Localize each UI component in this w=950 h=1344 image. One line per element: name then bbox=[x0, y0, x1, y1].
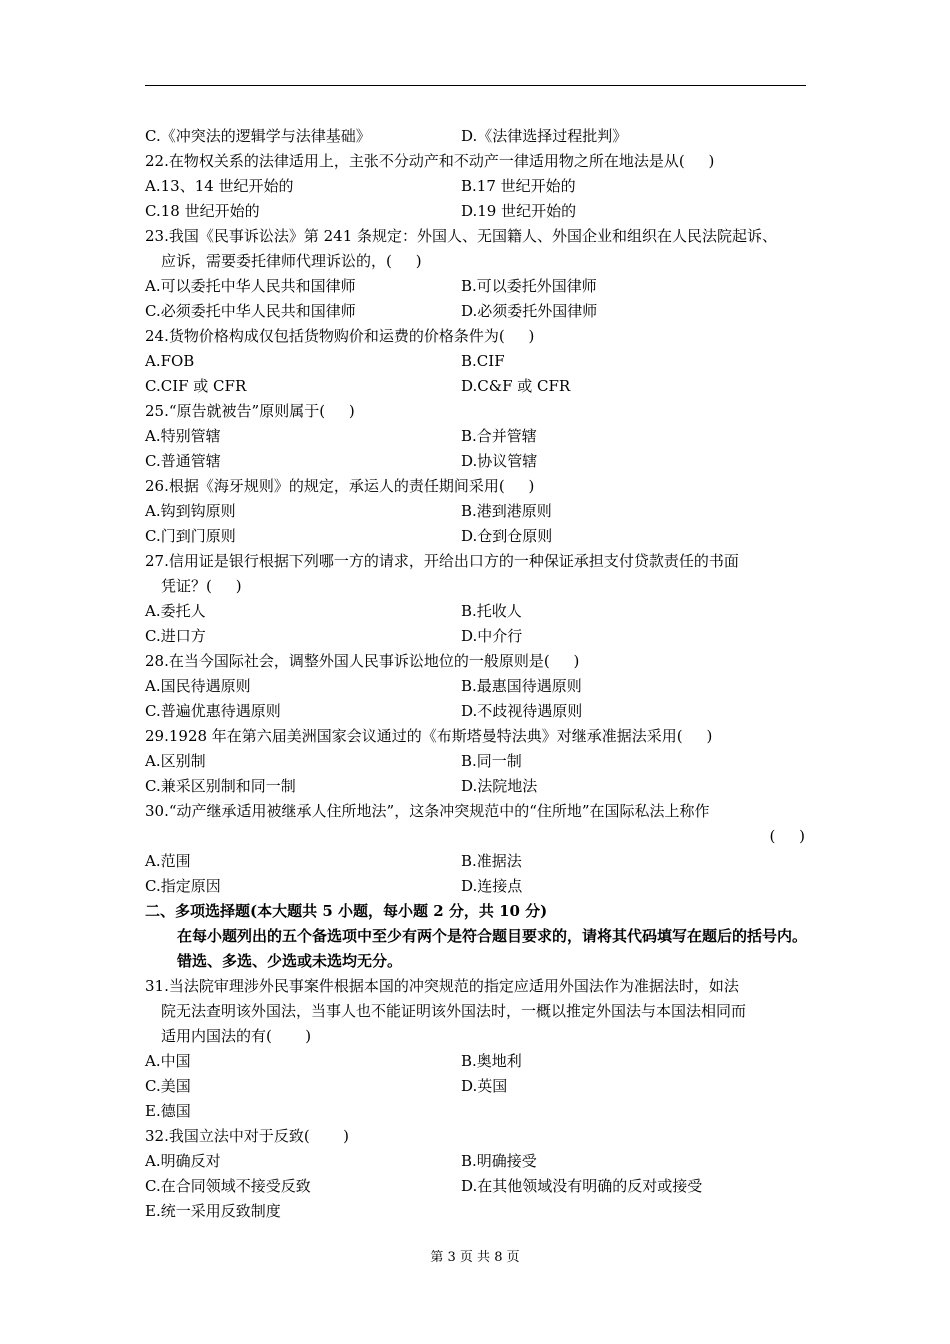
question-22 bbox=[145, 149, 807, 224]
answer-parentheses: ( ) bbox=[769, 827, 805, 845]
question-29 bbox=[145, 724, 807, 799]
option-c: C.在合同领域不接受反致 bbox=[145, 1177, 311, 1195]
option-d: D.必须委托外国律师 bbox=[461, 302, 598, 320]
question-31 bbox=[145, 974, 807, 1124]
option-a: A.中国 bbox=[145, 1052, 191, 1070]
option-d: D.连接点 bbox=[461, 877, 523, 895]
question-stem: 25.“原告就被告”原则属于( ) bbox=[145, 402, 355, 420]
options-row bbox=[145, 524, 807, 549]
option-d: D.《法律选择过程批判》 bbox=[461, 127, 628, 145]
option-b: B.可以委托外国律师 bbox=[461, 277, 597, 295]
option-d: D.中介行 bbox=[461, 627, 523, 645]
question-30 bbox=[145, 799, 807, 899]
option-a: A.委托人 bbox=[145, 602, 206, 620]
option-b: B.CIF bbox=[461, 352, 505, 370]
options-row bbox=[145, 1049, 807, 1074]
question-stem: 29.1928 年在第六届美洲国家会议通过的《布斯塔曼特法典》对继承准据法采用( ) bbox=[145, 727, 713, 745]
option-c: C.必须委托中华人民共和国律师 bbox=[145, 302, 356, 320]
option-d: D.英国 bbox=[461, 1077, 508, 1095]
options-row bbox=[145, 849, 807, 874]
question-stem: 27.信用证是银行根据下列哪一方的请求，开给出口方的一种保证承担支付贷款责任的书面 bbox=[145, 552, 739, 570]
option-c: C.《冲突法的逻辑学与法律基础》 bbox=[145, 127, 371, 145]
options-row bbox=[145, 749, 807, 774]
question-26 bbox=[145, 474, 807, 549]
question-stem: 31.当法院审理涉外民事案件根据本国的冲突规范的指定应适用外国法作为准据法时，如法 bbox=[145, 977, 739, 995]
header-rule bbox=[145, 85, 806, 86]
options-row bbox=[145, 174, 807, 199]
option-a: A.国民待遇原则 bbox=[145, 677, 251, 695]
option-d: D.19 世纪开始的 bbox=[461, 202, 577, 220]
question-32 bbox=[145, 1124, 807, 1224]
option-b: B.奥地利 bbox=[461, 1052, 522, 1070]
question-27 bbox=[145, 549, 807, 649]
option-b: B.港到港原则 bbox=[461, 502, 552, 520]
question-stem: 26.根据《海牙规则》的规定，承运人的责任期间采用( ) bbox=[145, 477, 535, 495]
options-row bbox=[145, 1174, 807, 1199]
option-e: E.德国 bbox=[145, 1102, 191, 1120]
question-stem-continued: 应诉，需要委托律师代理诉讼的，( ) bbox=[161, 252, 422, 270]
option-d: D.不歧视待遇原则 bbox=[461, 702, 583, 720]
question-stem: 28.在当今国际社会，调整外国人民事诉讼地位的一般原则是( ) bbox=[145, 652, 580, 670]
option-c: C.普遍优惠待遇原则 bbox=[145, 702, 281, 720]
options-row bbox=[145, 424, 807, 449]
option-c: C.普通管辖 bbox=[145, 452, 221, 470]
option-a: A.13、14 世纪开始的 bbox=[145, 177, 294, 195]
q21-options-tail bbox=[145, 124, 807, 149]
options-row bbox=[145, 699, 807, 724]
option-b: B.准据法 bbox=[461, 852, 522, 870]
option-d: D.在其他领域没有明确的反对或接受 bbox=[461, 1177, 703, 1195]
page-number: 第 3 页 共 8 页 bbox=[430, 1250, 520, 1265]
option-b: B.托收人 bbox=[461, 602, 522, 620]
options-row bbox=[145, 499, 807, 524]
option-c: C.美国 bbox=[145, 1077, 191, 1095]
option-c: C.进口方 bbox=[145, 627, 206, 645]
option-b: B.同一制 bbox=[461, 752, 522, 770]
option-a: A.明确反对 bbox=[145, 1152, 221, 1170]
option-a: A.范围 bbox=[145, 852, 191, 870]
option-e: E.统一采用反致制度 bbox=[145, 1202, 281, 1220]
options-row bbox=[145, 299, 807, 324]
options-row bbox=[145, 199, 807, 224]
options-row bbox=[145, 374, 807, 399]
question-stem-continued: 院无法查明该外国法，当事人也不能证明该外国法时，一概以推定外国法与本国法相同而 bbox=[161, 1002, 747, 1020]
question-23 bbox=[145, 224, 807, 324]
options-row bbox=[145, 774, 807, 799]
question-stem-continued: 适用内国法的有( ) bbox=[161, 1027, 312, 1045]
question-stem: 23.我国《民事诉讼法》第 241 条规定：外国人、无国籍人、外国企业和组织在人民法院起诉、 bbox=[145, 227, 778, 245]
options-row bbox=[145, 449, 807, 474]
question-24 bbox=[145, 324, 807, 399]
option-a: A.特别管辖 bbox=[145, 427, 221, 445]
option-b: B.17 世纪开始的 bbox=[461, 177, 576, 195]
question-stem: 30.“动产继承适用被继承人住所地法”，这条冲突规范中的“住所地”在国际私法上称作 bbox=[145, 802, 710, 820]
section-heading: 二、多项选择题(本大题共 5 小题，每小题 2 分，共 10 分) bbox=[145, 902, 548, 920]
option-a: A.FOB bbox=[145, 352, 195, 370]
option-b: B.合并管辖 bbox=[461, 427, 537, 445]
option-c: C.指定原因 bbox=[145, 877, 221, 895]
option-c: C.兼采区别制和同一制 bbox=[145, 777, 296, 795]
question-stem-continued: 凭证？( ) bbox=[161, 577, 242, 595]
option-c: C.18 世纪开始的 bbox=[145, 202, 260, 220]
exam-page-content bbox=[145, 124, 807, 1224]
question-stem: 24.货物价格构成仅包括货物购价和运费的价格条件为( ) bbox=[145, 327, 535, 345]
options-row bbox=[145, 674, 807, 699]
question-28 bbox=[145, 649, 807, 724]
option-a: A.区别制 bbox=[145, 752, 206, 770]
option-b: B.明确接受 bbox=[461, 1152, 537, 1170]
option-d: D.协议管辖 bbox=[461, 452, 538, 470]
option-d: D.仓到仓原则 bbox=[461, 527, 553, 545]
options-row bbox=[145, 349, 807, 374]
options-row bbox=[145, 599, 807, 624]
options-row bbox=[145, 874, 807, 899]
question-stem: 32.我国立法中对于反致( ) bbox=[145, 1127, 349, 1145]
section-instructions: 在每小题列出的五个备选项中至少有两个是符合题目要求的，请将其代码填写在题后的括号内。错选、多选、少选或未选均无分。 bbox=[177, 927, 808, 970]
option-d: D.法院地法 bbox=[461, 777, 538, 795]
option-a: A.钩到钩原则 bbox=[145, 502, 236, 520]
option-c: C.CIF 或 CFR bbox=[145, 377, 247, 395]
option-d: D.C&F 或 CFR bbox=[461, 377, 571, 395]
option-a: A.可以委托中华人民共和国律师 bbox=[145, 277, 356, 295]
question-25 bbox=[145, 399, 807, 474]
options-row bbox=[145, 274, 807, 299]
option-b: B.最惠国待遇原则 bbox=[461, 677, 582, 695]
options-row bbox=[145, 624, 807, 649]
options-row bbox=[145, 1149, 807, 1174]
question-stem: 22.在物权关系的法律适用上，主张不分动产和不动产一律适用物之所在地法是从( ) bbox=[145, 152, 715, 170]
option-c: C.门到门原则 bbox=[145, 527, 236, 545]
options-row bbox=[145, 1074, 807, 1099]
